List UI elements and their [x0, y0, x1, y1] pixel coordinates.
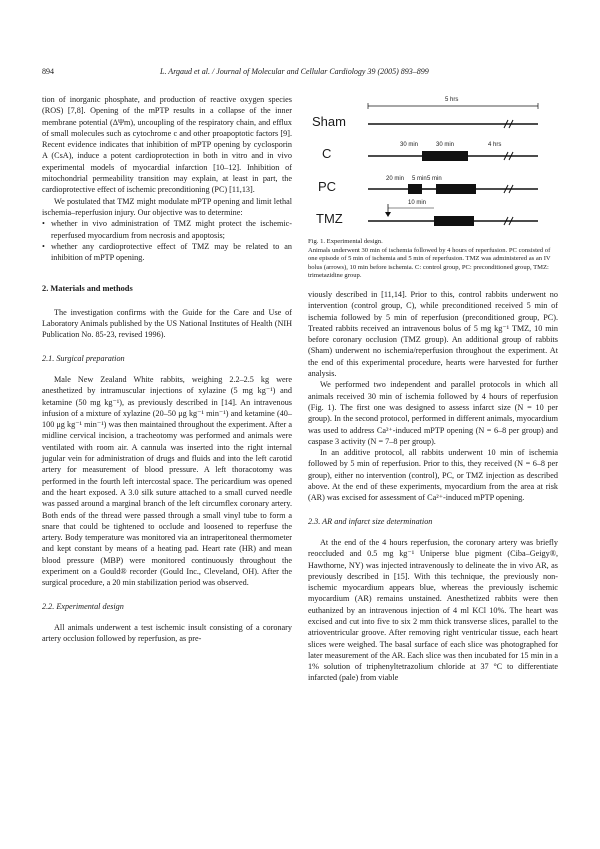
duration-label: 5 hrs: [445, 97, 459, 103]
left-column: [42, 94, 292, 644]
group-label-c: C: [322, 146, 332, 161]
paragraph: In an additive protocol, all rabbits underwent 10 min of ischemia followed by 5 min of reperfusion. Prior to this, they received (N = 6–8 per group), either no intervention (control), PC, or TMZ injection as described above. At the end of these experiments, myocardium from the area at risk (AR) was excised for assessment of Ca²⁺-induced mPTP opening.: [308, 448, 558, 503]
duration-label: 10 min: [408, 200, 427, 206]
paragraph: The investigation confirms with the Guide for the Care and Use of Laboratory Animals published by the US National Institutes of Health (NIH Publication No. 85-23, revised 1996).: [42, 307, 292, 340]
paragraph: At the end of the 4 hours reperfusion, the coronary artery was briefly reoccluded and 0.5 mg kg⁻¹ Uniperse blue pigment (Ciba–Geigy®, Hawthorne, NY) was injected intravenously to delineate the in vivo AR, as previously described in [15]. With this technique, the previously non-ischemic myocardium appears blue, whereas the previously ischemic myocardium (AR) remains unstained. Anesthetized rabbits were then euthanized by an intravenous injection of 4 ml KCl 10%. The heart was excised and cut into five to six 2 mm thick transverse slices, parallel to the atrioventricular groove. After removing right ventricular tissue, each heart slices were weighed. The basal surface of each slice was photographed for later measurement of the AR. Each slice was then incubated for 15 min in a 1% solution of triphenyltetrazolium chloride at 37 °C to differentiate infarcted (pale) from viable: [308, 537, 558, 683]
subsection-heading: 2.3. AR and infarct size determination: [308, 516, 433, 526]
running-head: L. Argaud et al. / Journal of Molecular and Cellular Cardiology 39 (2005) 893–899: [160, 67, 429, 76]
paragraph: Male New Zealand White rabbits, weighing 2.2–2.5 kg were anesthetized by intramuscular injections of xylazine (5 mg kg⁻¹) and ketamine (50 mg kg⁻¹), as previously described in [14]. An intravenous infusion of a mixture of xylazine (20–50 μg kg⁻¹ min⁻¹) and ketamine (40–100 μg kg⁻¹ min⁻¹) was then maintained throughout the experiment. After a midline cervical incision, a tracheotomy was performed and animals were ventilated with room air. A cannula was inserted into the right internal jugular vein for administration of drugs and fluids and into the left carotid artery for measurement of blood pressure. A left thoracotomy was performed in the fourth left intercostal space. The pericardium was opened and the heart exposed. A 3.0 silk suture attached to a small curved needle was passed around a marginal branch of the left circumflex coronary artery. Both ends of the thread were passed through a small vinyl tube to form a snare that could be tightened to occlude and loosened to reperfuse the artery. Body temperature was monitored via an intraperitoneal thermometer and kept constant by means of a heating pad. Heart rate (HR) and mean blood pressure (MBP) were monitored continuously throughout the experiment on a Gould® recorder (Gould Inc., Cleveland, OH). After the surgical procedure, a 20 min stabilization period was observed.: [42, 374, 292, 588]
list-item: • whether any cardioprotective effect of TMZ may be related to an inhibition of mPTP opening.: [42, 241, 292, 264]
group-label-pc: PC: [318, 179, 337, 194]
group-label-tmz: TMZ: [316, 211, 343, 226]
paragraph: We performed two independent and parallel protocols in which all animals received 30 min of ischemia followed by 4 hours of reperfusion (Fig. 1). The first one was designed to assess infarct size (N = 10 per group). In the second protocol, performed in different animals, myocardium was used to address Ca²⁺-induced mPTP opening (N = 6–8 per group) and caspase 3 activity (N = 7–8 per group).: [308, 380, 558, 446]
objective-list: [42, 218, 292, 263]
list-item: • whether in vivo administration of TMZ might protect the ischemic-reperfused myocardium from necrosis and apoptosis;: [42, 218, 292, 241]
paragraph: All animals underwent a test ischemic insult consisting of a coronary artery occlusion followed by reperfusion, as pre-: [42, 622, 292, 644]
duration-label: 5 min: [412, 176, 427, 182]
subsection-heading: 2.2. Experimental design: [42, 601, 124, 611]
paragraph: We postulated that TMZ might modulate mPTP opening and limit lethal ischemia–reperfusion injury. Our objective was to determine:: [42, 196, 292, 217]
duration-label: 30 min: [436, 142, 455, 148]
figure-caption: [308, 238, 558, 281]
duration-label: 30 min: [400, 142, 419, 148]
caption-text: Animals underwent 30 min of ischemia followed by 4 hours of reperfusion. PC consisted of one episode of 5 min of ischemia and 5 min of reperfusion. TMZ was administered as an IV bolus (arrows), 10 min before ischemia. C: control group, PC: preconditioned group, TMZ: trimetazidine group.: [308, 246, 551, 280]
duration-label: 20 min: [386, 176, 405, 182]
paragraph: tion of inorganic phosphate, and production of reactive oxygen species (ROS) [7,8]. Opening of the mPTP results in a collapse of the inner membrane potential (ΔΨm), uncoupling of the respiratory chain, and efflux of small molecules such as cytochrome c and other proapoptotic factors [9]. Recent evidence indicates that inhibition of mPTP opening by cyclosporin A (CsA), induce a potent cardioprotection in both in vitro and in vivo experimental models of myocardial infarction [10–12]. Inhibition of mitochondrial permeability transition may explain, at least in part, the cardioprotective effect of ischemic preconditioning (PC) [11,13].: [42, 95, 292, 195]
page-number: 894: [42, 67, 54, 76]
paragraph: viously described in [11,14]. Prior to this, control rabbits underwent no intervention (control group, C), while preconditioned received 5 min of ischemia followed by 5 min of reperfusion (preconditioned group, PC). Treated rabbits received an intravenous bolus of 5 mg kg⁻¹ TMZ, 10 min before coronary occlusion (TMZ group). An additional group of rabbits (Sham) underwent no ischemia/reperfusion throughout the experiment. At the end of this experimental procedure, hearts were harvested for further analysis.: [308, 289, 558, 379]
duration-label: 4 hrs: [488, 142, 502, 148]
experimental-design-figure: [308, 94, 558, 234]
caption-title: Fig. 1. Experimental design.: [308, 238, 383, 245]
group-label-sham: Sham: [312, 114, 346, 129]
subsection-heading: 2.1. Surgical preparation: [42, 353, 125, 363]
section-heading: 2. Materials and methods: [42, 284, 133, 294]
duration-label: 5 min: [427, 176, 442, 182]
right-column: [308, 94, 558, 684]
